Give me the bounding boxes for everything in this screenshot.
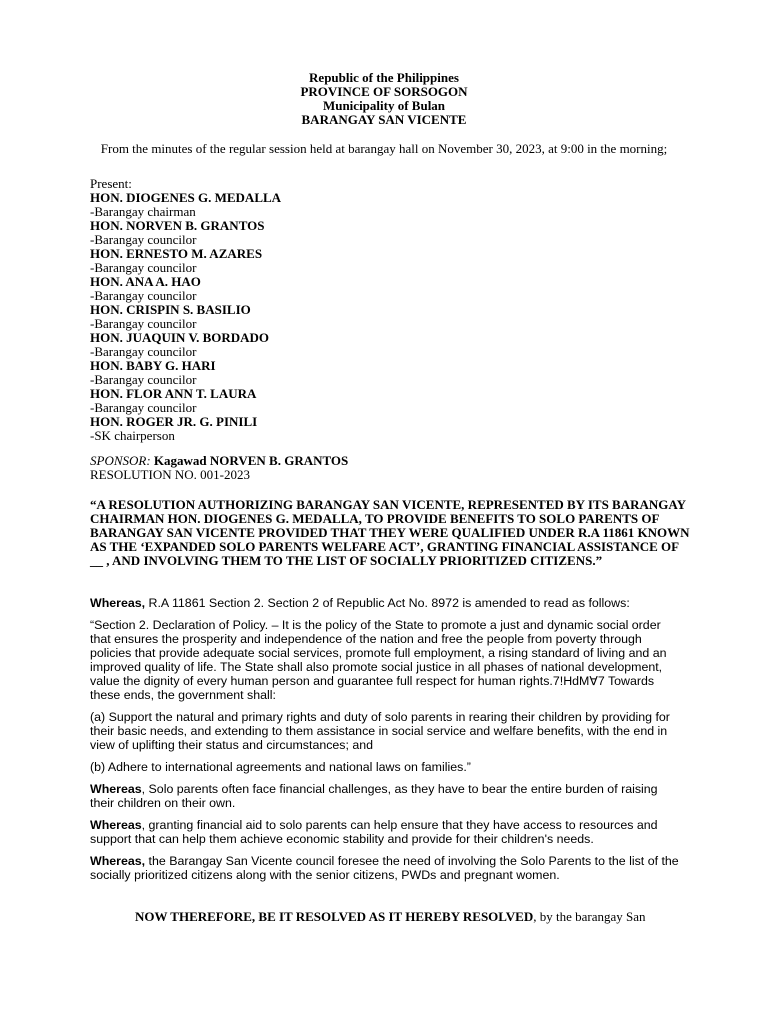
present-list [90,177,690,443]
whereas-text: , granting financial aid to solo parents can help ensure that they have access to resources and support that can help them achieve economic stability and provide for their children's needs. [90,818,658,846]
member-name: HON. DIOGENES G. MEDALLA [90,190,282,205]
member-role: -Barangay councilor [90,344,197,359]
whereas-paragraph [90,818,680,846]
member-role: -Barangay councilor [90,232,197,247]
whereas-text: the Barangay San Vicente council foresee the need of involving the Solo Parents to the list of the socially prioritized citizens along with the senior citizens, PWDs and pregnant women. [90,854,679,882]
header-line-province: PROVINCE OF SORSOGON [300,84,468,99]
present-label: Present: [90,176,132,191]
resolved-text: , by the barangay San [533,909,646,924]
sponsor-label: SPONSOR: [90,453,151,468]
resolution-body [90,596,680,890]
member-role: -SK chairperson [90,428,175,443]
whereas-paragraph [90,854,680,882]
whereas-label: Whereas, [90,854,146,868]
member-name: HON. CRISPIN S. BASILIO [90,302,251,317]
resolved-heading: NOW THEREFORE, BE IT RESOLVED AS IT HEREBY RESOLVED [135,909,534,924]
header-line-municipality: Municipality of Bulan [322,98,446,113]
member-role: -Barangay councilor [90,316,197,331]
sponsor-line [90,454,690,468]
sponsor-block [90,454,690,482]
member-role: -Barangay councilor [90,400,197,415]
policy-paragraph: “Section 2. Declaration of Policy. – It is the policy of the State to promote a just and dynamic social order that ensures the prosperity and independence of the nation and free the people from poverty through policies that provide adequate social services, promote full employment, a rising standard of living and an improved quality of life. The State shall also promote social justice in all phases of national development, value the dignity of every human person and guarantee full respect for human rights.7!HdM∀7 Towards these ends, the government shall: [90,618,667,702]
whereas-paragraph [90,596,680,610]
member-role: -Barangay councilor [90,372,197,387]
minutes-intro: From the minutes of the regular session held at barangay hall on November 30, 2023, at 9:00 in the morning; [100,141,668,156]
document-header [0,71,768,127]
resolution-title: “A RESOLUTION AUTHORIZING BARANGAY SAN VICENTE, REPRESENTED BY ITS BARANGAY CHAIRMAN HON. DIOGENES G. MEDALLA, TO PROVIDE BENEFITS TO SOLO PARENTS OF BARANGAY SAN VICENTE PROVIDED THAT THEY WERE QUALIFIED UNDER R.A 11861 KNOWN AS THE ‘EXPANDED SOLO PARENTS WELFARE ACT’, GRANTING FINANCIAL ASSISTANCE OF __ , AND INVOLVING THEM TO THE LIST OF SOCIALLY PRIORITIZED CITIZENS.” [90,497,690,568]
member-name: HON. BABY G. HARI [90,358,216,373]
member-name: HON. FLOR ANN T. LAURA [90,386,257,401]
member-role: -Barangay councilor [90,288,197,303]
whereas-paragraph [90,782,680,810]
member-role: -Barangay chairman [90,204,196,219]
member-name: HON. NORVEN B. GRANTOS [90,218,265,233]
whereas-label: Whereas [90,818,142,832]
whereas-label: Whereas, [90,596,146,610]
header-line-barangay: BARANGAY SAN VICENTE [301,112,467,127]
whereas-text: R.A 11861 Section 2. Section 2 of Republic Act No. 8972 is amended to read as follows: [145,596,630,610]
whereas-text: , Solo parents often face financial challenges, as they have to bear the entire burden of raising their children on their own. [90,782,658,810]
resolved-clause [135,910,675,924]
member-name: HON. ERNESTO M. AZARES [90,246,263,261]
policy-item-a: (a) Support the natural and primary rights and duty of solo parents in rearing their children by providing for their basic needs, and extending to them assistance in social service and welfare benefits, with the end in view of uplifting their status and circumstances; and [90,710,670,752]
header-line-republic: Republic of the Philippines [309,70,459,85]
policy-item-b: (b) Adhere to international agreements and national laws on families.” [90,760,471,774]
resolution-number: RESOLUTION NO. 001-2023 [90,467,250,482]
member-role: -Barangay councilor [90,260,197,275]
member-name: HON. ROGER JR. G. PINILI [90,414,258,429]
member-name: HON. JUAQUIN V. BORDADO [90,330,270,345]
sponsor-name: Kagawad NORVEN B. GRANTOS [153,453,349,468]
whereas-label: Whereas [90,782,142,796]
member-name: HON. ANA A. HAO [90,274,201,289]
